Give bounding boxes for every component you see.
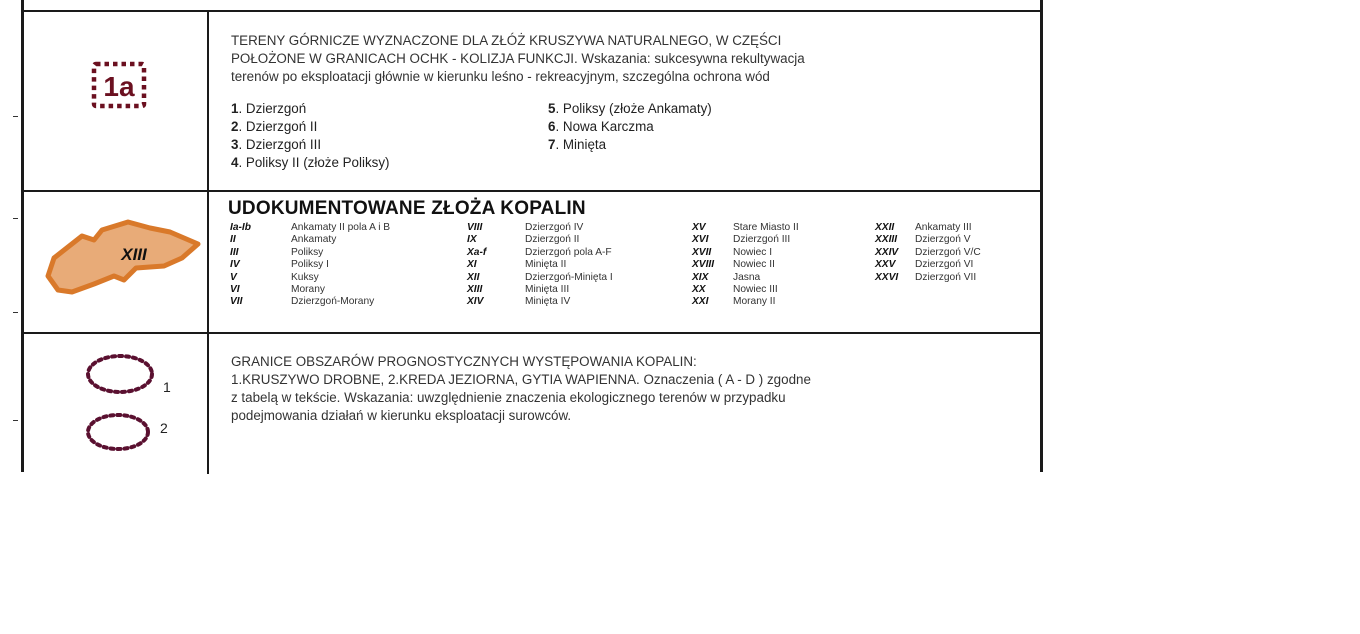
deposit-item: XV Stare Miasto II xyxy=(692,222,799,233)
map-legend xyxy=(21,0,1043,472)
list-item: 4. Poliksy II (złoże Poliksy) xyxy=(231,155,390,170)
mining-description: TERENY GÓRNICZE WYZNACZONE DLA ZŁÓŻ KRUSZYWA NATURALNEGO, W CZĘŚCI POŁOŻONE W GRANICACH OCHK - KOLIZJA FUNKCJI. Wskazania: sukcesywna rekultywacja terenów po eksploatacji głównie w kierunku leśno - rekreacyjnym, szczególna ochrona wód xyxy=(231,33,805,84)
deposit-item: XXII Ankamaty III xyxy=(875,222,972,233)
mining-list-left xyxy=(231,100,390,172)
deposit-item: XIV Minięta IV xyxy=(467,296,571,308)
list-item: 2. Dzierzgoń II xyxy=(231,119,318,134)
mining-list-right xyxy=(548,100,712,154)
legend-text-cell xyxy=(210,334,1040,474)
legend-row-prognostic-areas xyxy=(24,334,1040,474)
deposit-item: Xa-f Dzierzgoń pola A-F xyxy=(467,246,612,258)
deposit-item: XIX Jasna xyxy=(692,271,761,283)
deposit-item: XVII Nowiec I xyxy=(692,246,773,258)
deposit-item: VII Dzierzgoń-Morany xyxy=(230,296,375,308)
deposit-item: XXVI Dzierzgoń VII xyxy=(875,271,977,283)
deposit-item: IX Dzierzgoń II xyxy=(467,234,580,246)
deposit-item: XIII Minięta III xyxy=(467,284,570,296)
deposit-item: Ia-Ib Ankamaty II pola A i B xyxy=(230,222,391,233)
margin-tick xyxy=(13,312,18,313)
mining-symbol-label: 1a xyxy=(103,71,135,102)
legend-symbol-cell xyxy=(24,192,209,332)
list-item: 6. Nowa Karczma xyxy=(548,119,654,134)
list-item: 7. Minięta xyxy=(548,137,607,152)
margin-tick xyxy=(13,420,18,421)
list-item: 3. Dzierzgoń III xyxy=(231,137,322,152)
prognostic-area-symbol xyxy=(24,334,209,474)
deposit-item: XVIII Nowiec II xyxy=(692,259,775,271)
deposit-item: XXIV Dzierzgoń V/C xyxy=(875,246,981,258)
list-item: 5. Poliksy (złoże Ankamaty) xyxy=(548,101,712,116)
deposit-item: XXV Dzierzgoń VI xyxy=(875,259,974,271)
deposit-item: V Kuksy xyxy=(230,271,319,283)
deposit-item: XII Dzierzgoń-Minięta I xyxy=(467,271,613,283)
legend-symbol-cell xyxy=(24,12,209,190)
deposit-item: XI Minięta II xyxy=(467,259,567,271)
deposit-symbol-label: XIII xyxy=(121,245,147,264)
prognostic-label-1: 1 xyxy=(163,379,171,395)
deposit-column xyxy=(467,222,613,309)
legend-text-cell xyxy=(210,192,1040,332)
prognostic-label-2: 2 xyxy=(160,420,168,436)
deposit-item: XXI Morany II xyxy=(692,296,776,308)
deposit-column xyxy=(230,222,390,309)
deposit-column xyxy=(692,222,799,309)
deposit-item: III Poliksy xyxy=(230,246,324,258)
deposit-item: XVI Dzierzgoń III xyxy=(692,234,791,246)
deposit-item: IV Poliksy I xyxy=(230,259,329,271)
legend-symbol-cell xyxy=(24,334,209,474)
mining-area-symbol xyxy=(24,12,209,194)
deposit-item: XXIII Dzierzgoń V xyxy=(875,234,971,246)
margin-tick xyxy=(13,116,18,117)
margin-tick xyxy=(13,218,18,219)
deposits-title: UDOKUMENTOWANE ZŁOŻA KOPALIN xyxy=(228,198,586,219)
deposit-column xyxy=(875,222,981,284)
deposit-item: VIII Dzierzgoń IV xyxy=(467,222,584,233)
deposit-item: VI Morany xyxy=(230,284,325,296)
list-item: 1. Dzierzgoń xyxy=(231,101,307,116)
deposit-area-symbol xyxy=(24,192,209,334)
deposit-item: II Ankamaty xyxy=(230,234,337,246)
legend-text-cell xyxy=(210,12,1040,190)
legend-row-mining-areas xyxy=(24,10,1040,192)
prognostic-description: GRANICE OBSZARÓW PROGNOSTYCZNYCH WYSTĘPOWANIA KOPALIN: 1.KRUSZYWO DROBNE, 2.KREDA JEZIORNA, GYTIA WAPIENNA. Oznaczenia ( A - D ) zgodne z tabelą w tekście. Wskazania: uwzględnienie znaczenia ekologicznego terenów w przypadku podejmowania działań w kierunku eksploatacji surowców. xyxy=(231,354,811,423)
legend-row-documented-deposits xyxy=(24,192,1040,334)
deposit-item: XX Nowiec III xyxy=(692,284,778,296)
